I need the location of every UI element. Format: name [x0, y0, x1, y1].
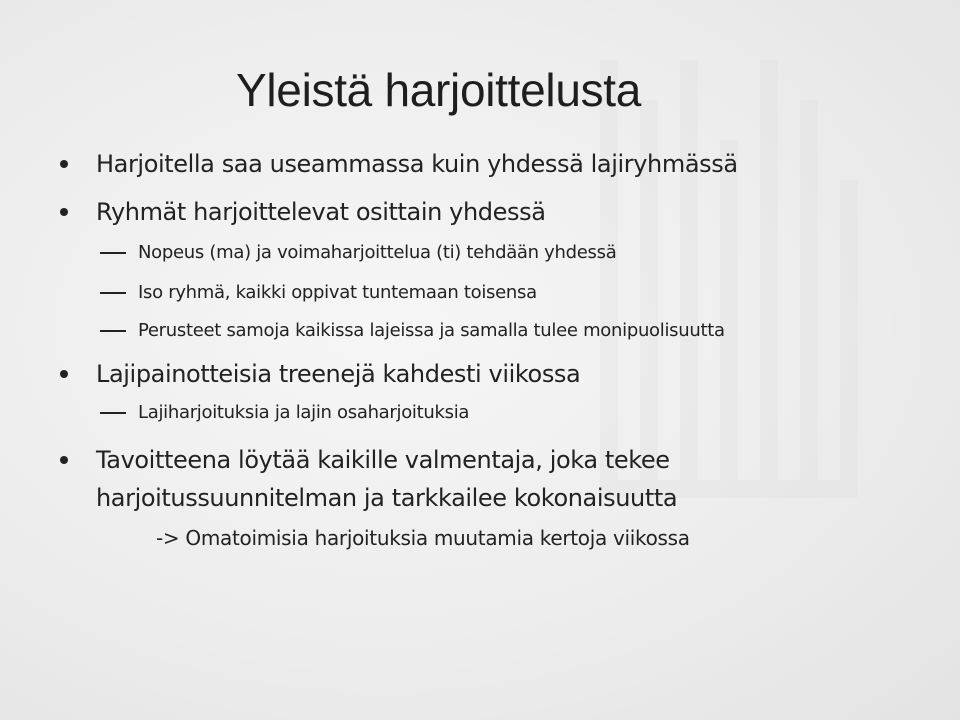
dash-icon	[100, 292, 126, 294]
dash-icon	[100, 412, 126, 414]
bullet-dot-icon	[60, 208, 68, 216]
sub-bullet-text: Nopeus (ma) ja voimaharjoittelua (ti) tehdään yhdessä	[138, 242, 617, 263]
bullet-dot-icon	[60, 370, 68, 378]
bullet-dot-icon	[60, 160, 68, 168]
sub-bullet-text: Lajiharjoituksia ja lajin osaharjoituksia	[138, 402, 470, 423]
slide-title: Yleistä harjoittelusta	[236, 64, 642, 116]
sub-bullet-text: Iso ryhmä, kaikki oppivat tuntemaan toisensa	[138, 282, 537, 303]
bullet-text: Tavoitteena löytää kaikille valmentaja, joka tekee	[96, 446, 670, 474]
bullet-text: Lajipainotteisia treenejä kahdesti viikossa	[96, 360, 581, 388]
bullet-text: Ryhmät harjoittelevat osittain yhdessä	[96, 198, 546, 226]
dash-icon	[100, 252, 126, 254]
note-text: -> Omatoimisia harjoituksia muutamia kertoja viikossa	[156, 526, 690, 550]
sub-bullet-text: Perusteet samoja kaikissa lajeissa ja samalla tulee monipuolisuutta	[138, 320, 725, 341]
bullet-dot-icon	[60, 456, 68, 464]
dash-icon	[100, 330, 126, 332]
bullet-continuation-text: harjoitussuunnitelman ja tarkkailee kokonaisuutta	[96, 484, 678, 512]
bullet-text: Harjoitella saa useammassa kuin yhdessä lajiryhmässä	[96, 150, 738, 178]
